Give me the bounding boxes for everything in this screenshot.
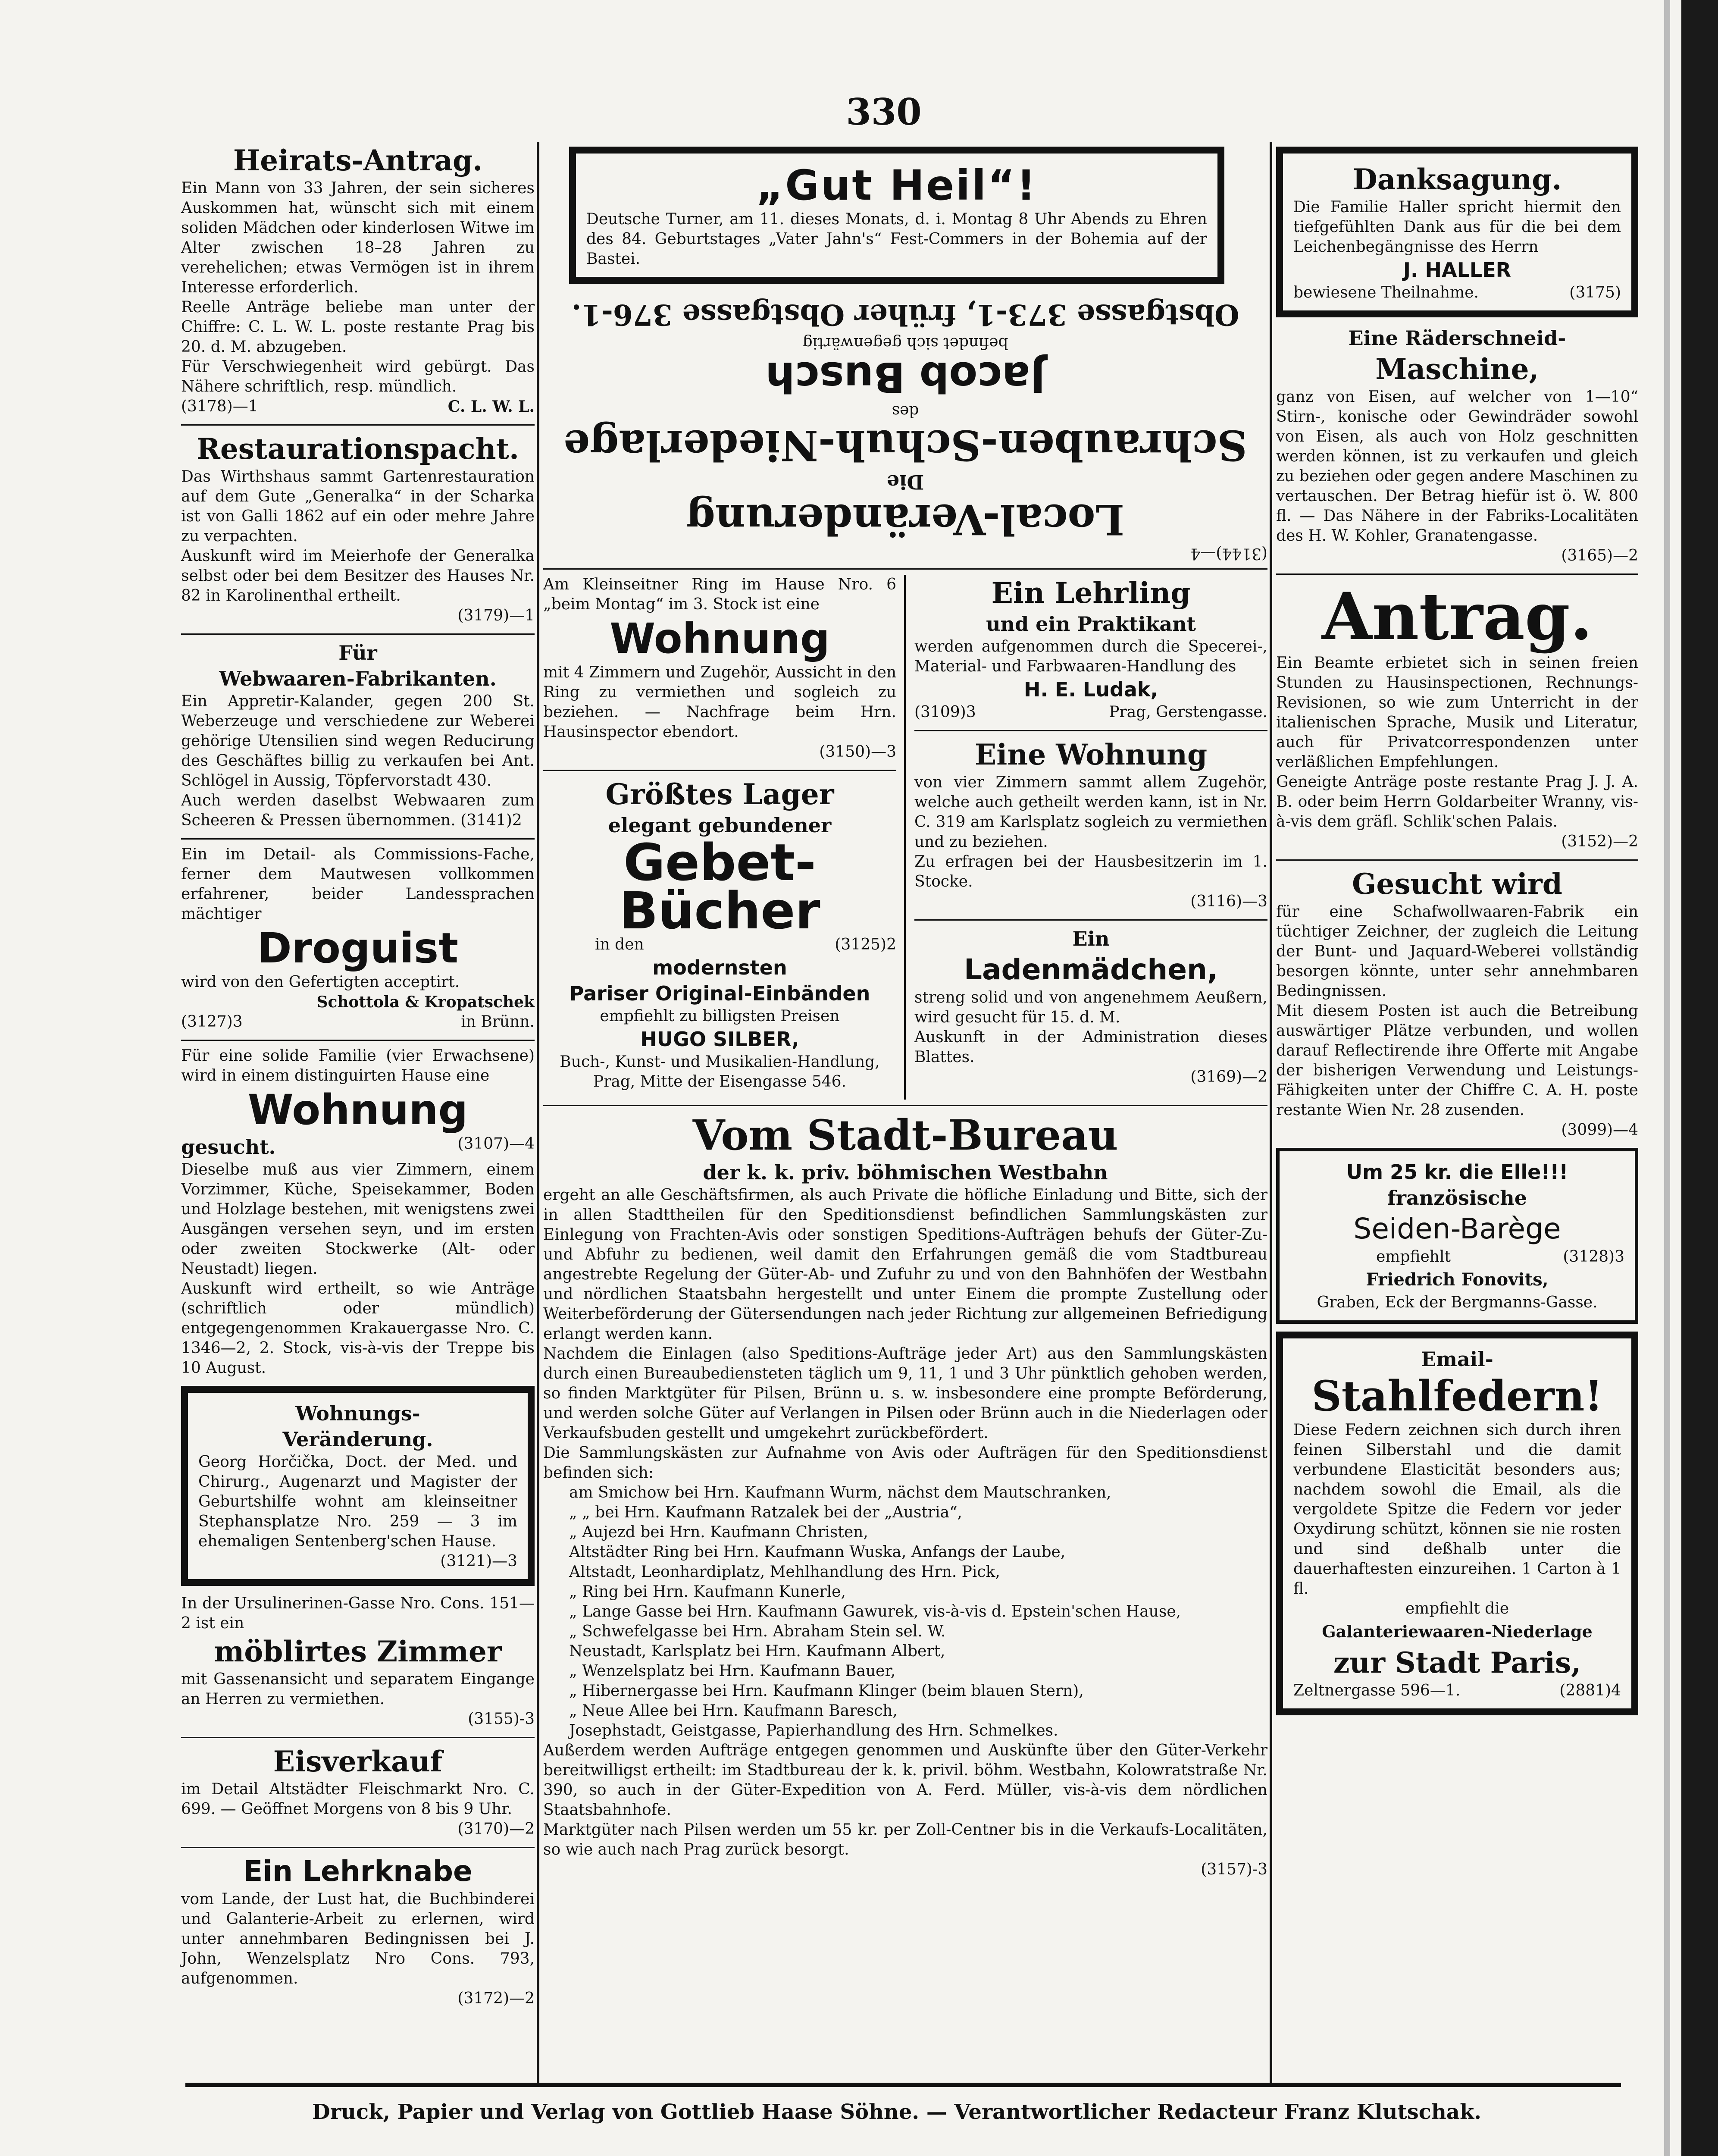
ad-title-1: Wohnungs-: [295, 1402, 420, 1425]
ad-webwaaren: [181, 640, 535, 830]
ad-title: Ein Lehrknabe: [243, 1855, 473, 1888]
ad-subtitle: und ein Praktikant: [986, 612, 1196, 636]
ad-body-2: Mit diesem Posten ist auch die Betreibung auswärtiger Plätze verbunden, und wollen darauf Reflectirende ihre Offerte mit Angabe der bisherigen Verwendung und Leistungs-Fähigkeiten unter der Chiffre C. A. H. poste restante Wien Nr. 28 zusenden.: [1276, 1002, 1638, 1119]
ad-place: Graben, Eck der Bergmanns-Gasse.: [1317, 1294, 1598, 1311]
ad-body: vom Lande, der Lust hat, die Buchbinderei und Galanterie-Arbeit zu erlernen, wird unter annehmbaren Bedingnissen bei J. John, Wenzelsplatz Nro Cons. 793, aufgenommen.: [181, 1890, 535, 1987]
ad-paragraph-1: ergeht an alle Geschäftsfirmen, als auch Private die höfliche Einladung und Bitte, sich der in allen Stadttheilen für den Speditionsdienst befindlichen Sammlungskästen zur Einlegung von Frachten-Avis oder sonstigen Speditions-Aufträgen behufs der Güter-Zu- und Abfuhr zu bedienen, weil damit den Erfahrungen gemäß die vom Stadtbureau angestrebte Regelung der Güter-Ab- und Zufuhr zu und von den Bahnhöfen der Westbahn und nördlichen Staatsbahn hergestellt und unter Einem die prompte Zustellung oder Weiterbeförderung der Gütersendungen nach jeder Richtung zur allgemeinen Befriedigung erlangt werden kann.: [543, 1186, 1267, 1343]
ad-code: (3165)—2: [1561, 547, 1638, 564]
ad-title: Gesucht wird: [1352, 867, 1562, 901]
divider: [543, 1105, 1267, 1106]
ad-lehrling: [914, 575, 1267, 722]
location-item: „ „ bei Hrn. Kaufmann Ratzalek bei der „Austria“,: [569, 1504, 962, 1521]
location-item: Josephstadt, Geistgasse, Papierhandlung des Hrn. Schmelkes.: [569, 1722, 1058, 1739]
ad-title: Eine Wohnung: [974, 738, 1208, 771]
ad-body-2: Auskunft in der Administration dieses Blattes.: [914, 1028, 1267, 1066]
location-item: „ Lange Gasse bei Hrn. Kaufmann Gawurek, vis-à-vis d. Epstein'schen Hause,: [569, 1603, 1181, 1620]
ad-body: Ein Mann von 33 Jahren, der sein sicheres Auskommen hat, wünscht sich mit einem soliden Mädchen oder kinderlosen Witwe im Alter zwischen 18–28 Jahren zu verehelichen; etwas Vermögen ist in ihrem Interesse erforderlich.: [181, 179, 535, 296]
ad-title: Wohnung: [247, 1086, 468, 1134]
ad-line-3: Pariser Original-Einbänden: [569, 982, 870, 1005]
ad-veraenderung-box: [181, 1386, 535, 1586]
ad-body-2: Zu erfragen bei der Hausbesitzerin im 1. Stocke.: [914, 853, 1267, 890]
ad-body-2: Auskunft wird im Meierhofe der Generalka selbst oder bei dem Besitzer des Hauses Nr. 82 in Karolinenthal ertheilt.: [181, 547, 535, 605]
ad-body-2: Auskunft wird ertheilt, so wie Anträge (schriftlich oder mündlich) entgegengenommen Krakauergasse Nro. C. 1346—2, 2. Stock, vis-à-vis der Treppe bis 10 August.: [181, 1280, 535, 1377]
ad-line-5: Buch-, Kunst- und Musikalien-Handlung,: [560, 1053, 880, 1071]
ad-subtitle: der k. k. priv. böhmischen Westbahn: [703, 1161, 1108, 1184]
imprint-footer: Druck, Papier und Verlag von Gottlieb Haase Söhne. — Verantwortlicher Redacteur Franz Klutschak.: [312, 2100, 1481, 2124]
scan-edge: [1681, 0, 1718, 2156]
location-item: Altstadt, Leonhardiplatz, Mehlhandlung des Hrn. Pick,: [569, 1563, 1000, 1581]
ad-code: (3178)—1: [181, 398, 258, 415]
ad-body: mit Gassenansicht und separatem Eingange an Herren zu vermiethen.: [181, 1670, 535, 1708]
ad-eisverkauf: [181, 1743, 535, 1839]
ad-title: Vom Stadt-Bureau: [692, 1111, 1118, 1159]
ad-code: (3109)3: [914, 703, 976, 721]
middle-left: [543, 575, 906, 1100]
ad-body: werden aufgenommen durch die Specerei-, Material- und Farbwaaren-Handlung des: [914, 638, 1267, 675]
ad-title-1: Für: [338, 641, 377, 664]
ad-place: in Brünn.: [461, 1013, 535, 1031]
ad-zimmer: [181, 1594, 535, 1729]
ad-body: streng solid und von angenehmem Aeußern, wird gesucht für 15. d. M.: [914, 989, 1267, 1026]
divider: [1276, 859, 1638, 861]
ad-maschine: [1276, 325, 1638, 566]
column-rule-left: [537, 142, 539, 2083]
ad-title-1: Eine Räderschneid-: [1348, 326, 1566, 350]
ad-body: wird von den Gefertigten acceptirt.: [181, 973, 460, 991]
ad-line-1: Obstgasse 373-1, früher Obstgasse 376-1.: [571, 298, 1239, 332]
ad-tail: bewiesene Theilnahme.: [1293, 284, 1479, 301]
ad-body: mit 4 Zimmern und Zugehör, Aussicht in den Ring zu vermiethen und sogleich zu beziehen. — Nachfrage beim Hrn. Hausinspector ebendort.: [543, 664, 896, 741]
ad-heirat: [181, 142, 535, 417]
column-middle: [543, 142, 1267, 1887]
ad-lehrknabe: [181, 1853, 535, 2009]
ad-body: Georg Horčička, Doct. der Med. und Chirurg., Augenarzt und Magister der Geburtshilfe wohnt am kleinseitner Stephansplatze Nro. 259 — 3 im ehemaligen Sentenberg'schen Hause.: [198, 1453, 517, 1550]
divider: [181, 1737, 535, 1738]
ad-title: Eisverkauf: [273, 1745, 443, 1778]
ad-code: (3144)—4: [1190, 545, 1267, 562]
ad-line-4: des: [892, 402, 919, 420]
ad-line-3: Jacob Busch: [765, 353, 1045, 401]
location-item: „ Ring bei Hrn. Kaufmann Kunerle,: [569, 1583, 846, 1601]
ad-code: (3125)2: [835, 936, 896, 953]
ad-gebetbuecher: [543, 776, 896, 1092]
ad-name: Friedrich Fonovits,: [1366, 1269, 1549, 1290]
divider: [914, 919, 1267, 921]
ad-body: im Detail Altstädter Fleischmarkt Nro. C. 699. — Geöffnet Morgens von 8 bis 9 Uhr.: [181, 1780, 535, 1818]
ad-line-2: befindet sich gegenwärtig: [802, 334, 1008, 352]
ad-restauration: [181, 431, 535, 626]
ad-title: Wohnung: [610, 614, 830, 663]
ad-danksagung-box: [1276, 147, 1638, 317]
ad-line-1: empfiehlt: [1376, 1248, 1451, 1266]
ad-body-2: Auch werden daselbst Webwaaren zum Scheeren & Pressen übernommen.: [181, 792, 535, 829]
ad-paragraph-5: Marktgüter nach Pilsen werden um 55 kr. per Zoll-Centner bis in die Verkaufs-Localitäten, so wie auch nach Prag zurück besorgt.: [543, 1821, 1267, 1858]
ad-line-1: in den: [595, 936, 644, 953]
ad-line-1: empfiehlt die: [1405, 1600, 1509, 1617]
ad-body: Deutsche Turner, am 11. dieses Monats, d. i. Montag 8 Uhr Abends zu Ehren des 84. Geburtstages „Vater Jahn's“ Fest-Commers in der Bohemia auf der Bastei.: [586, 210, 1207, 268]
ad-body-3: Für Verschwiegenheit wird gebürgt. Das Nähere schriftlich, resp. mündlich.: [181, 358, 535, 395]
ad-line-2: Galanteriewaaren-Niederlage: [1322, 1622, 1593, 1641]
divider: [543, 568, 1267, 570]
ad-line-7: Local-Veränderung: [686, 495, 1125, 544]
ad-code: (3127)3: [181, 1013, 243, 1031]
ad-name: H. E. Ludak,: [1024, 678, 1158, 701]
column-rule-right: [1270, 142, 1272, 2083]
ad-title-2: Ladenmädchen,: [964, 953, 1218, 986]
ad-title-3: Gebet-Bücher: [619, 833, 820, 940]
ad-title: Antrag.: [1321, 579, 1593, 655]
ad-wohnung-gesucht: [181, 1046, 535, 1378]
ad-title: Ein Lehrling: [991, 576, 1191, 610]
ad-code: (3169)—2: [1190, 1068, 1267, 1086]
scan-edge-shadow: [1664, 0, 1670, 2156]
ad-name: HUGO SILBER,: [640, 1028, 799, 1051]
ad-signature: C. L. W. L.: [447, 398, 535, 416]
ad-body: Das Wirthshaus sammt Gartenrestauration auf dem Gute „Generalka“ in der Scharka ist von Galli 1862 auf ein oder mehre Jahre zu verpachten.: [181, 468, 535, 545]
ad-barege-box: [1276, 1148, 1638, 1324]
ad-line-2: modernsten: [652, 956, 787, 979]
ad-paragraph-3: Die Sammlungskästen zur Aufnahme von Avis oder Aufträgen für den Speditionsdienst befinden sich:: [543, 1444, 1267, 1482]
ad-line-4: empfiehlt zu billigsten Preisen: [600, 1007, 840, 1025]
ad-line-4: Zeltnergasse 596—1.: [1293, 1682, 1461, 1699]
ad-title-1: Größtes Lager: [605, 777, 834, 811]
ad-title: Heirats-Antrag.: [233, 144, 483, 177]
middle-two-col: [543, 575, 1267, 1100]
divider: [1276, 573, 1638, 575]
ad-code: (3157)-3: [1201, 1861, 1267, 1878]
ad-code: (3179)—1: [457, 607, 535, 624]
ad-eine-wohnung: [914, 736, 1267, 912]
location-item: „ Aujezd bei Hrn. Kaufmann Christen,: [569, 1523, 868, 1541]
ad-title: möblirtes Zimmer: [214, 1635, 502, 1668]
divider: [543, 770, 896, 771]
ad-body: für eine Schafwollwaaren-Fabrik ein tüchtiger Zeichner, der zugleich die Leitung der Bunt- und Jaquard-Weberei vollständig besorgen könnte, unter sehr annehmbaren Bedingnissen.: [1276, 903, 1638, 1000]
ad-place: Prag, Gerstengasse.: [1109, 703, 1267, 721]
ad-title: Droguist: [257, 924, 458, 972]
ad-name: J. HALLER: [1403, 258, 1511, 282]
ad-title: Restaurationspacht.: [196, 432, 519, 466]
location-item: am Smichow bei Hrn. Kaufmann Wurm, nächst dem Mautschranken,: [569, 1484, 1111, 1501]
ad-code: (3170)—2: [457, 1820, 535, 1838]
ad-line-3: zur Stadt Paris,: [1333, 1646, 1581, 1680]
location-item: „ Schwefelgasse bei Hrn. Abraham Stein sel. W.: [569, 1623, 946, 1640]
location-item: „ Neue Allee bei Hrn. Kaufmann Baresch,: [569, 1702, 898, 1720]
ad-code: (3175): [1569, 284, 1621, 301]
ad-title: „Gut Heil“!: [756, 161, 1037, 210]
ad-title-1: Email-: [1421, 1348, 1493, 1371]
ad-title-2: französische: [1387, 1186, 1527, 1210]
ad-body: Diese Federn zeichnen sich durch ihren feinen Silberstahl und die damit verbundene Elasticität besonders aus; nachdem sowohl die Email, als die vergoldete Spitze die Federn vor jeder Oxydirung schützt, können sie nie rosten und sind deßhalb unter die dauerhaftesten einzureihen. 1 Carton à 1 fl.: [1293, 1421, 1621, 1598]
ad-code: (3128)3: [1563, 1248, 1624, 1266]
ad-body: von vier Zimmern sammt allem Zugehör, welche auch getheilt werden kann, ist in Nr. C. 319 am Karlsplatz sogleich zu vermiethen und zu beziehen.: [914, 774, 1267, 851]
ad-code: (3141)2: [460, 812, 522, 829]
ad-body: Dieselbe muß aus vier Zimmern, einem Vorzimmer, Küche, Speisekammer, Boden und Holzlage bestehen, mit wenigstens zwei Ausgängen versehen seyn, und im ersten oder zweiten Stockwerke (Alt- oder Neustadt) liegen.: [181, 1161, 535, 1278]
middle-right: [914, 575, 1267, 1100]
ad-code: (3150)—3: [819, 743, 896, 761]
divider: [914, 730, 1267, 731]
ad-signature: Schottola & Kropatschek: [316, 993, 535, 1011]
location-item: Altstädter Ring bei Hrn. Kaufmann Wuska, Anfangs der Laube,: [569, 1543, 1066, 1561]
ad-title-2: Webwaaren-Fabrikanten.: [219, 667, 497, 690]
location-item: Neustadt, Karlsplatz bei Hrn. Kaufmann Albert,: [569, 1642, 945, 1660]
ad-line-6: Die: [886, 470, 924, 494]
divider: [181, 1847, 535, 1848]
ad-code: (3172)—2: [457, 1990, 535, 2007]
ad-body: Ein Appretir-Kalander, gegen 200 St. Weberzeuge und verschiedene zur Weberei gehörige Utensilien sind wegen Reducirung des Geschäftes billig zu verkaufen bei Ant. Schlögel in Aussig, Töpfervorstadt 430.: [181, 693, 535, 790]
ad-code: (3152)—2: [1561, 833, 1638, 850]
ad-intro: Ein im Detail- als Commissions-Fache, ferner dem Mautwesen vollkommen erfahrener, beider Landessprachen mächtiger: [181, 846, 535, 923]
ad-gutheil-box: [569, 147, 1224, 284]
ad-body: Ein Beamte erbietet sich in seinen freien Stunden zu Hausinspectionen, Rechnungs-Revisionen, so wie zum Unterricht in der italienischen Sprache, Musik und Literatur, auch für Privatcorrespondenzen unter verläßlichen Empfehlungen.: [1276, 654, 1638, 771]
column-left: [181, 142, 535, 2016]
ad-subtitle: gesucht.: [181, 1135, 276, 1159]
ad-paragraph-4: Außerdem werden Aufträge entgegen genommen und Auskünfte über den Güter-Verkehr bereitwilligst ertheilt: im Stadtbureau der k. k. privil. böhm. Westbahn, Kolowratstraße Nr. 390, so auch in der Güter-Expedition von A. Ferd. Müller, vis-à-vis dem nördlichen Staatsbahnhofe.: [543, 1742, 1267, 1819]
location-list: [543, 1483, 1267, 1741]
ad-antrag: [1276, 580, 1638, 852]
ad-intro: In der Ursulinerinen-Gasse Nro. Cons. 151—2 ist ein: [181, 1595, 535, 1632]
ad-title-3: Seiden-Barège: [1353, 1212, 1561, 1245]
ad-stadtbureau: [543, 1111, 1267, 1880]
column-right: [1276, 142, 1638, 1723]
ad-title-1: Ein: [1072, 927, 1110, 950]
divider: [181, 424, 535, 426]
ad-wohnung-ring: [543, 575, 896, 762]
ad-intro: Für eine solide Familie (vier Erwachsene) wird in einem distinguirten Hause eine: [181, 1047, 535, 1084]
location-item: „ Hibernergasse bei Hrn. Kaufmann Klinger (beim blauen Stern),: [569, 1682, 1084, 1700]
ad-code: (3155)-3: [468, 1710, 535, 1728]
divider: [181, 838, 535, 840]
ad-line-5: Schrauben-Schuh-Niederlage: [563, 421, 1247, 470]
ad-email-box: [1276, 1332, 1638, 1715]
page-number: 330: [846, 91, 922, 133]
ad-code: (2881)4: [1559, 1682, 1621, 1699]
ad-title-2: elegant gebundener: [608, 814, 832, 837]
ad-title-2: Veränderung.: [282, 1428, 433, 1451]
ad-title-2: Stahlfedern!: [1311, 1372, 1603, 1420]
ad-droguist: [181, 845, 535, 1032]
ad-title-1: Um 25 kr. die Elle!!!: [1346, 1160, 1568, 1184]
ad-body-2: Reelle Anträge beliebe man unter der Chiffre: C. L. W. L. poste restante Prag bis 20. d. M. abzugeben.: [181, 298, 535, 356]
ad-code: (3107)—4: [457, 1135, 535, 1153]
ad-title: Danksagung.: [1352, 163, 1562, 196]
ad-title-2: Maschine,: [1375, 352, 1539, 386]
divider: [181, 1040, 535, 1041]
ad-body-2: Geneigte Anträge poste restante Prag J. J. A. B. oder beim Herrn Goldarbeiter Wranny, vis-à-vis dem gräfl. Schlik'schen Palais.: [1276, 773, 1638, 830]
divider: [181, 633, 535, 635]
ad-line-6: Prag, Mitte der Eisengasse 546.: [593, 1073, 846, 1091]
ad-body: Die Familie Haller spricht hiermit den tiefgefühlten Dank aus für die bei dem Leichenbegängnisse des Herrn: [1293, 198, 1621, 256]
ad-ladenmaedchen: [914, 926, 1267, 1087]
bottom-rule: [185, 2083, 1621, 2087]
ad-body: ganz von Eisen, auf welcher von 1—10“ Stirn-, konische oder Gewindräder sowohl von Eisen, als auch von Holz geschnitten werden können, ist zu verkaufen und gleich zu beziehen oder gegen andere Maschinen zu vertauschen. Der Betrag hiefür ist ö. W. 800 fl. — Das Nähere in der Fabriks-Localitäten des H. W. Kohler, Granatengasse.: [1276, 388, 1638, 545]
ad-code: (3116)—3: [1190, 893, 1267, 910]
ad-paragraph-2: Nachdem die Einlagen (also Speditions-Aufträge jeder Art) aus den Sammlungskästen durch einen Bureaubediensteten täglich um 9, 11, 1 und 3 Uhr pünktlich gehoben werden, so finden Marktgüter für Pilsen, Brünn u. s. w. insbesondere eine prompte Beförderung, und werden solche Güter auf Verlangen in Pilsen oder Brünn auch in die Niederlagen oder Verkaufsbuden gestellt und umgekehrt zurückbefördert.: [543, 1345, 1267, 1442]
ad-intro: Am Kleinseitner Ring im Hause Nro. 6 „beim Montag“ im 3. Stock ist eine: [543, 576, 896, 613]
ad-upside-down: [543, 297, 1267, 563]
location-item: „ Wenzelsplatz bei Hrn. Kaufmann Bauer,: [569, 1662, 896, 1680]
ad-gesucht: [1276, 866, 1638, 1140]
ad-code: (3121)—3: [440, 1552, 517, 1570]
ad-code: (3099)—4: [1561, 1121, 1638, 1139]
